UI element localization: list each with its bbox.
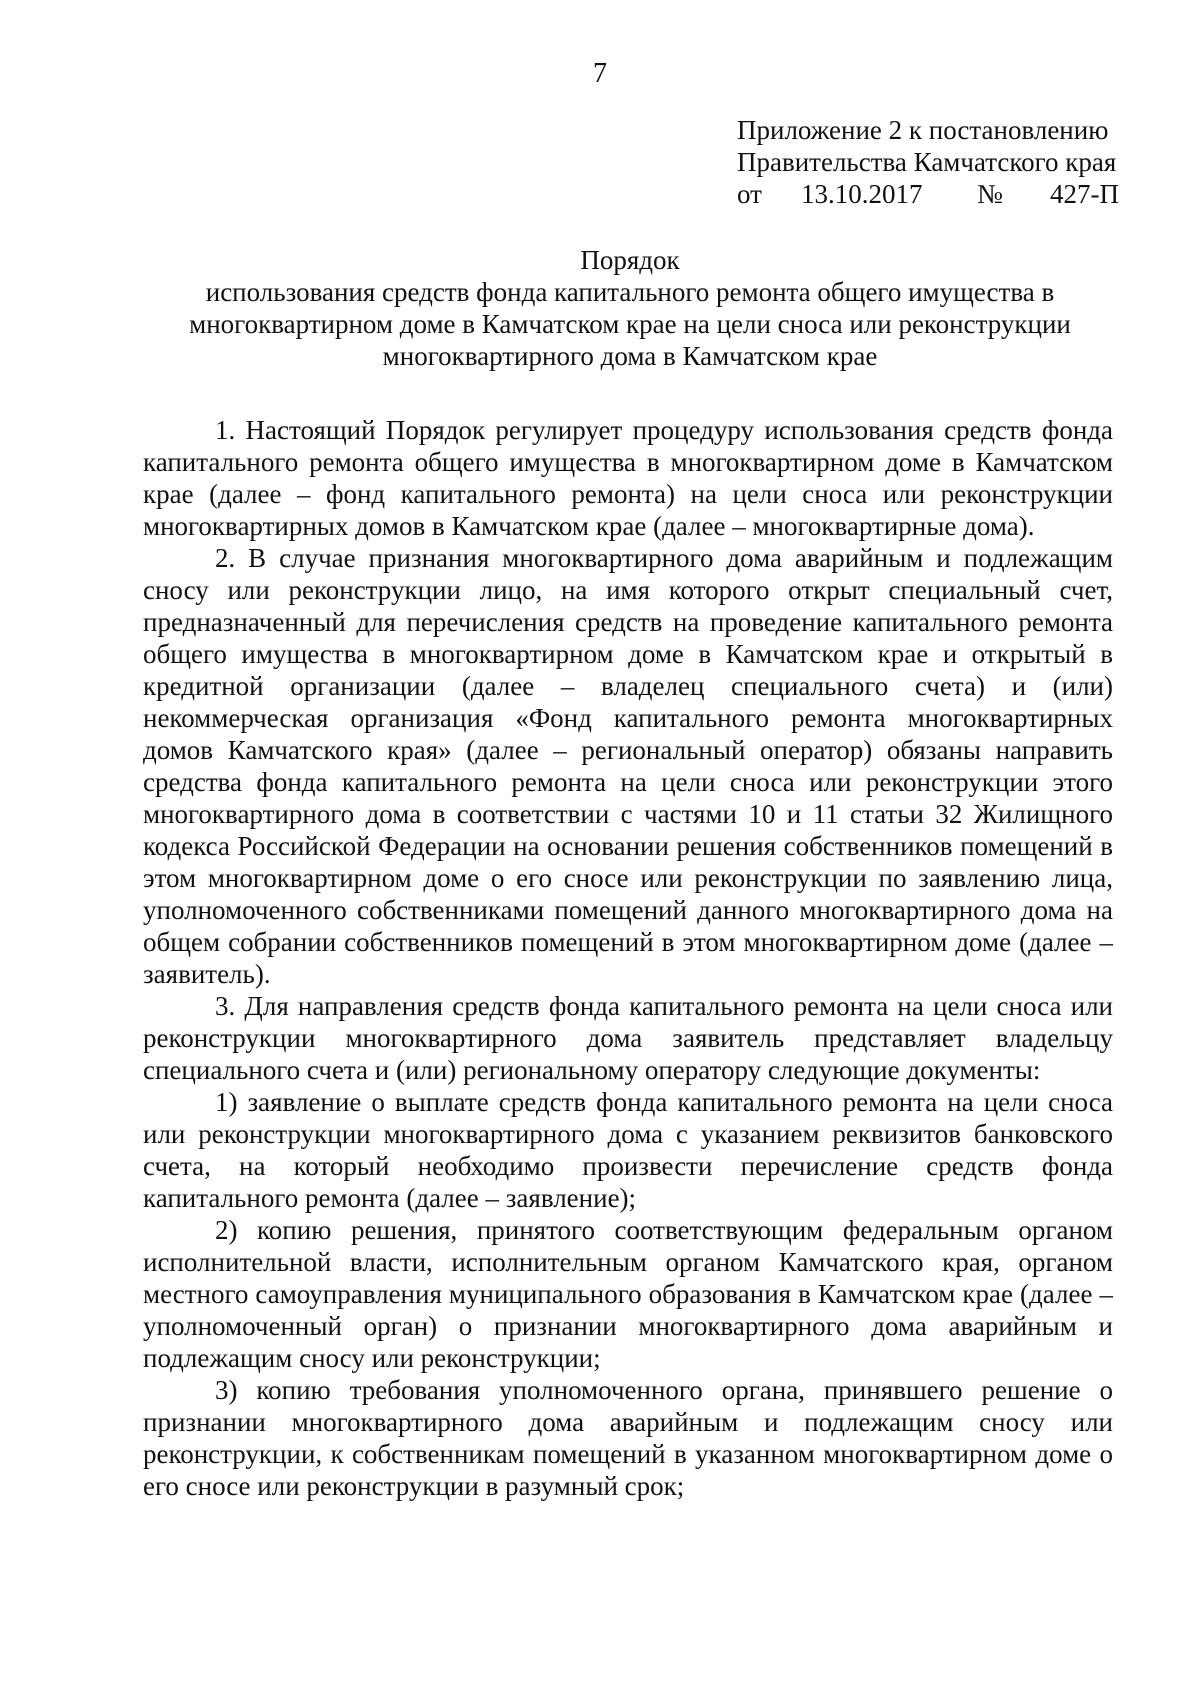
number-sign: № (977, 179, 1003, 209)
appendix-date-line (737, 178, 1119, 210)
appendix-block (737, 114, 1137, 210)
paragraph: 1) заявление о выплате средств фонда капитального ремонта на цели сноса или реконструкции многоквартирного дома с указанием реквизитов банковского счета, на который необходимо произвести перечисление средств фонда капитального ремонта (далее – заявление); (143, 1087, 1113, 1213)
document-body (143, 414, 1113, 1502)
decree-number: 427-П (1050, 179, 1119, 209)
paragraph: 3) копию требования уполномоченного органа, принявшего решение о признании многоквартирного дома аварийным и подлежащим сносу или реконструкции, к собственникам помещений в указанном многоквартирном доме о его сносе или реконструкции в разумный срок; (143, 1375, 1113, 1501)
paragraph: 2. В случае признания многоквартирного дома аварийным и подлежащим сносу или реконструкции лицо, на имя которого открыт специальный счет, предназначенный для перечисления средств на проведение капитального ремонта общего имущества в многоквартирном доме в Камчатском крае и открытый в кредитной организации (далее – владелец специального счета) и (или) некоммерческая организация «Фонд капитального ремонта многоквартирных домов Камчатского края» (далее – региональный оператор) обязаны направить средства фонда капитального ремонта на цели сноса или реконструкции этого многоквартирного дома в соответствии с частями 10 и 11 статьи 32 Жилищного кодекса Российской Федерации на основании решения собственников помещений в этом многоквартирном доме о его сносе или реконструкции по заявлению лица, уполномоченного собственниками помещений данного многоквартирного дома на общем собрании собственников помещений в этом многоквартирном доме (далее – заявитель). (143, 543, 1113, 989)
document-title (140, 244, 1120, 372)
from-label: от (737, 179, 762, 209)
title-heading: Порядок (580, 245, 680, 275)
title-subtitle: использования средств фонда капитального ремонта общего имущества в многоквартирном доме в Камчатском крае на цели сноса или реконструкции многоквартирного дома в Камчатском крае (189, 277, 1071, 371)
page-number: 7 (593, 58, 607, 89)
decree-date: 13.10.2017 (801, 179, 923, 209)
appendix-line-2: Правительства Камчатского края (737, 147, 1117, 177)
paragraph: 2) копию решения, принятого соответствующим федеральным органом исполнительной власти, исполнительным органом Камчатского края, органом местного самоуправления муниципального образования в Камчатском крае (далее – уполномоченный орган) о признании многоквартирного дома аварийным и подлежащим сносу или реконструкции; (143, 1215, 1113, 1373)
appendix-line-1: Приложение 2 к постановлению (737, 115, 1109, 145)
paragraph: 3. Для направления средств фонда капитального ремонта на цели сноса или реконструкции многоквартирного дома заявитель представляет владельцу специального счета и (или) региональному оператору следующие документы: (143, 991, 1113, 1085)
paragraph: 1. Настоящий Порядок регулирует процедуру использования средств фонда капитального ремонта общего имущества в многоквартирном доме в Камчатском крае (далее – фонд капитального ремонта) на цели сноса или реконструкции многоквартирных домов в Камчатском крае (далее – многоквартирные дома). (143, 415, 1113, 541)
